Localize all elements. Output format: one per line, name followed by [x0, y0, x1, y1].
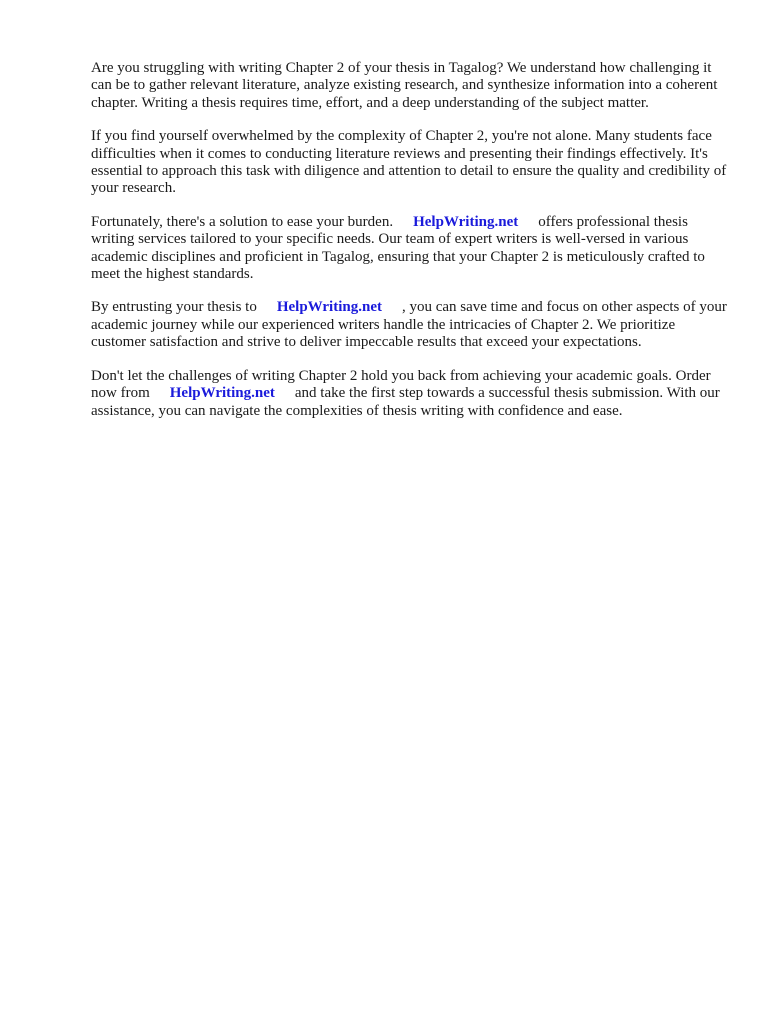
paragraph-solution-text-after: offers professional thesis writing services tailored to your specific needs. Our team of expert writers is well-versed in various academic disciplines and proficient in Tagalog, ensuring that your Chapter 2 is meticulously crafted to meet the highest standards. — [91, 213, 705, 283]
helpwriting-link[interactable]: HelpWriting.net — [169, 385, 275, 402]
document-page — [91, 60, 731, 436]
paragraph-entrusting — [91, 299, 731, 351]
paragraph-intro: Are you struggling with writing Chapter 2 of your thesis in Tagalog? We understand how challenging it can be to gather relevant literature, analyze existing research, and synthesize information into a coherent chapter. Writing a thesis requires time, effort, and a deep understanding of the subject matter. — [91, 60, 718, 111]
paragraph-entrusting-text-before: By entrusting your thesis to — [91, 299, 257, 316]
paragraph-solution — [91, 214, 731, 284]
helpwriting-link[interactable]: HelpWriting.net — [413, 213, 519, 230]
helpwriting-link[interactable]: HelpWriting.net — [276, 299, 382, 316]
paragraph-entrusting-text-after: , you can save time and focus on other aspects of your academic journey while our experienced writers handle the intricacies of Chapter 2. We prioritize customer satisfaction and strive to deliver impeccable results that exceed your expectations. — [91, 299, 727, 351]
paragraph-solution-text-before: Fortunately, there's a solution to ease your burden. — [91, 213, 394, 230]
paragraph-cta-text-after: and take the first step towards a successful thesis submission. With our assistance, you can navigate the complexities of thesis writing with confidence and ease. — [91, 385, 720, 419]
paragraph-call-to-action — [91, 368, 731, 420]
paragraph-cta-text-before: Don't let the challenges of writing Chapter 2 hold you back from achieving your academic goals. Order now from — [91, 367, 711, 402]
paragraph-overwhelmed: If you find yourself overwhelmed by the complexity of Chapter 2, you're not alone. Many students face difficulties when it comes to conducting literature reviews and presenting their findings effectively. It's essential to approach this task with diligence and attention to detail to ensure the quality and credibility of your research. — [91, 128, 727, 197]
